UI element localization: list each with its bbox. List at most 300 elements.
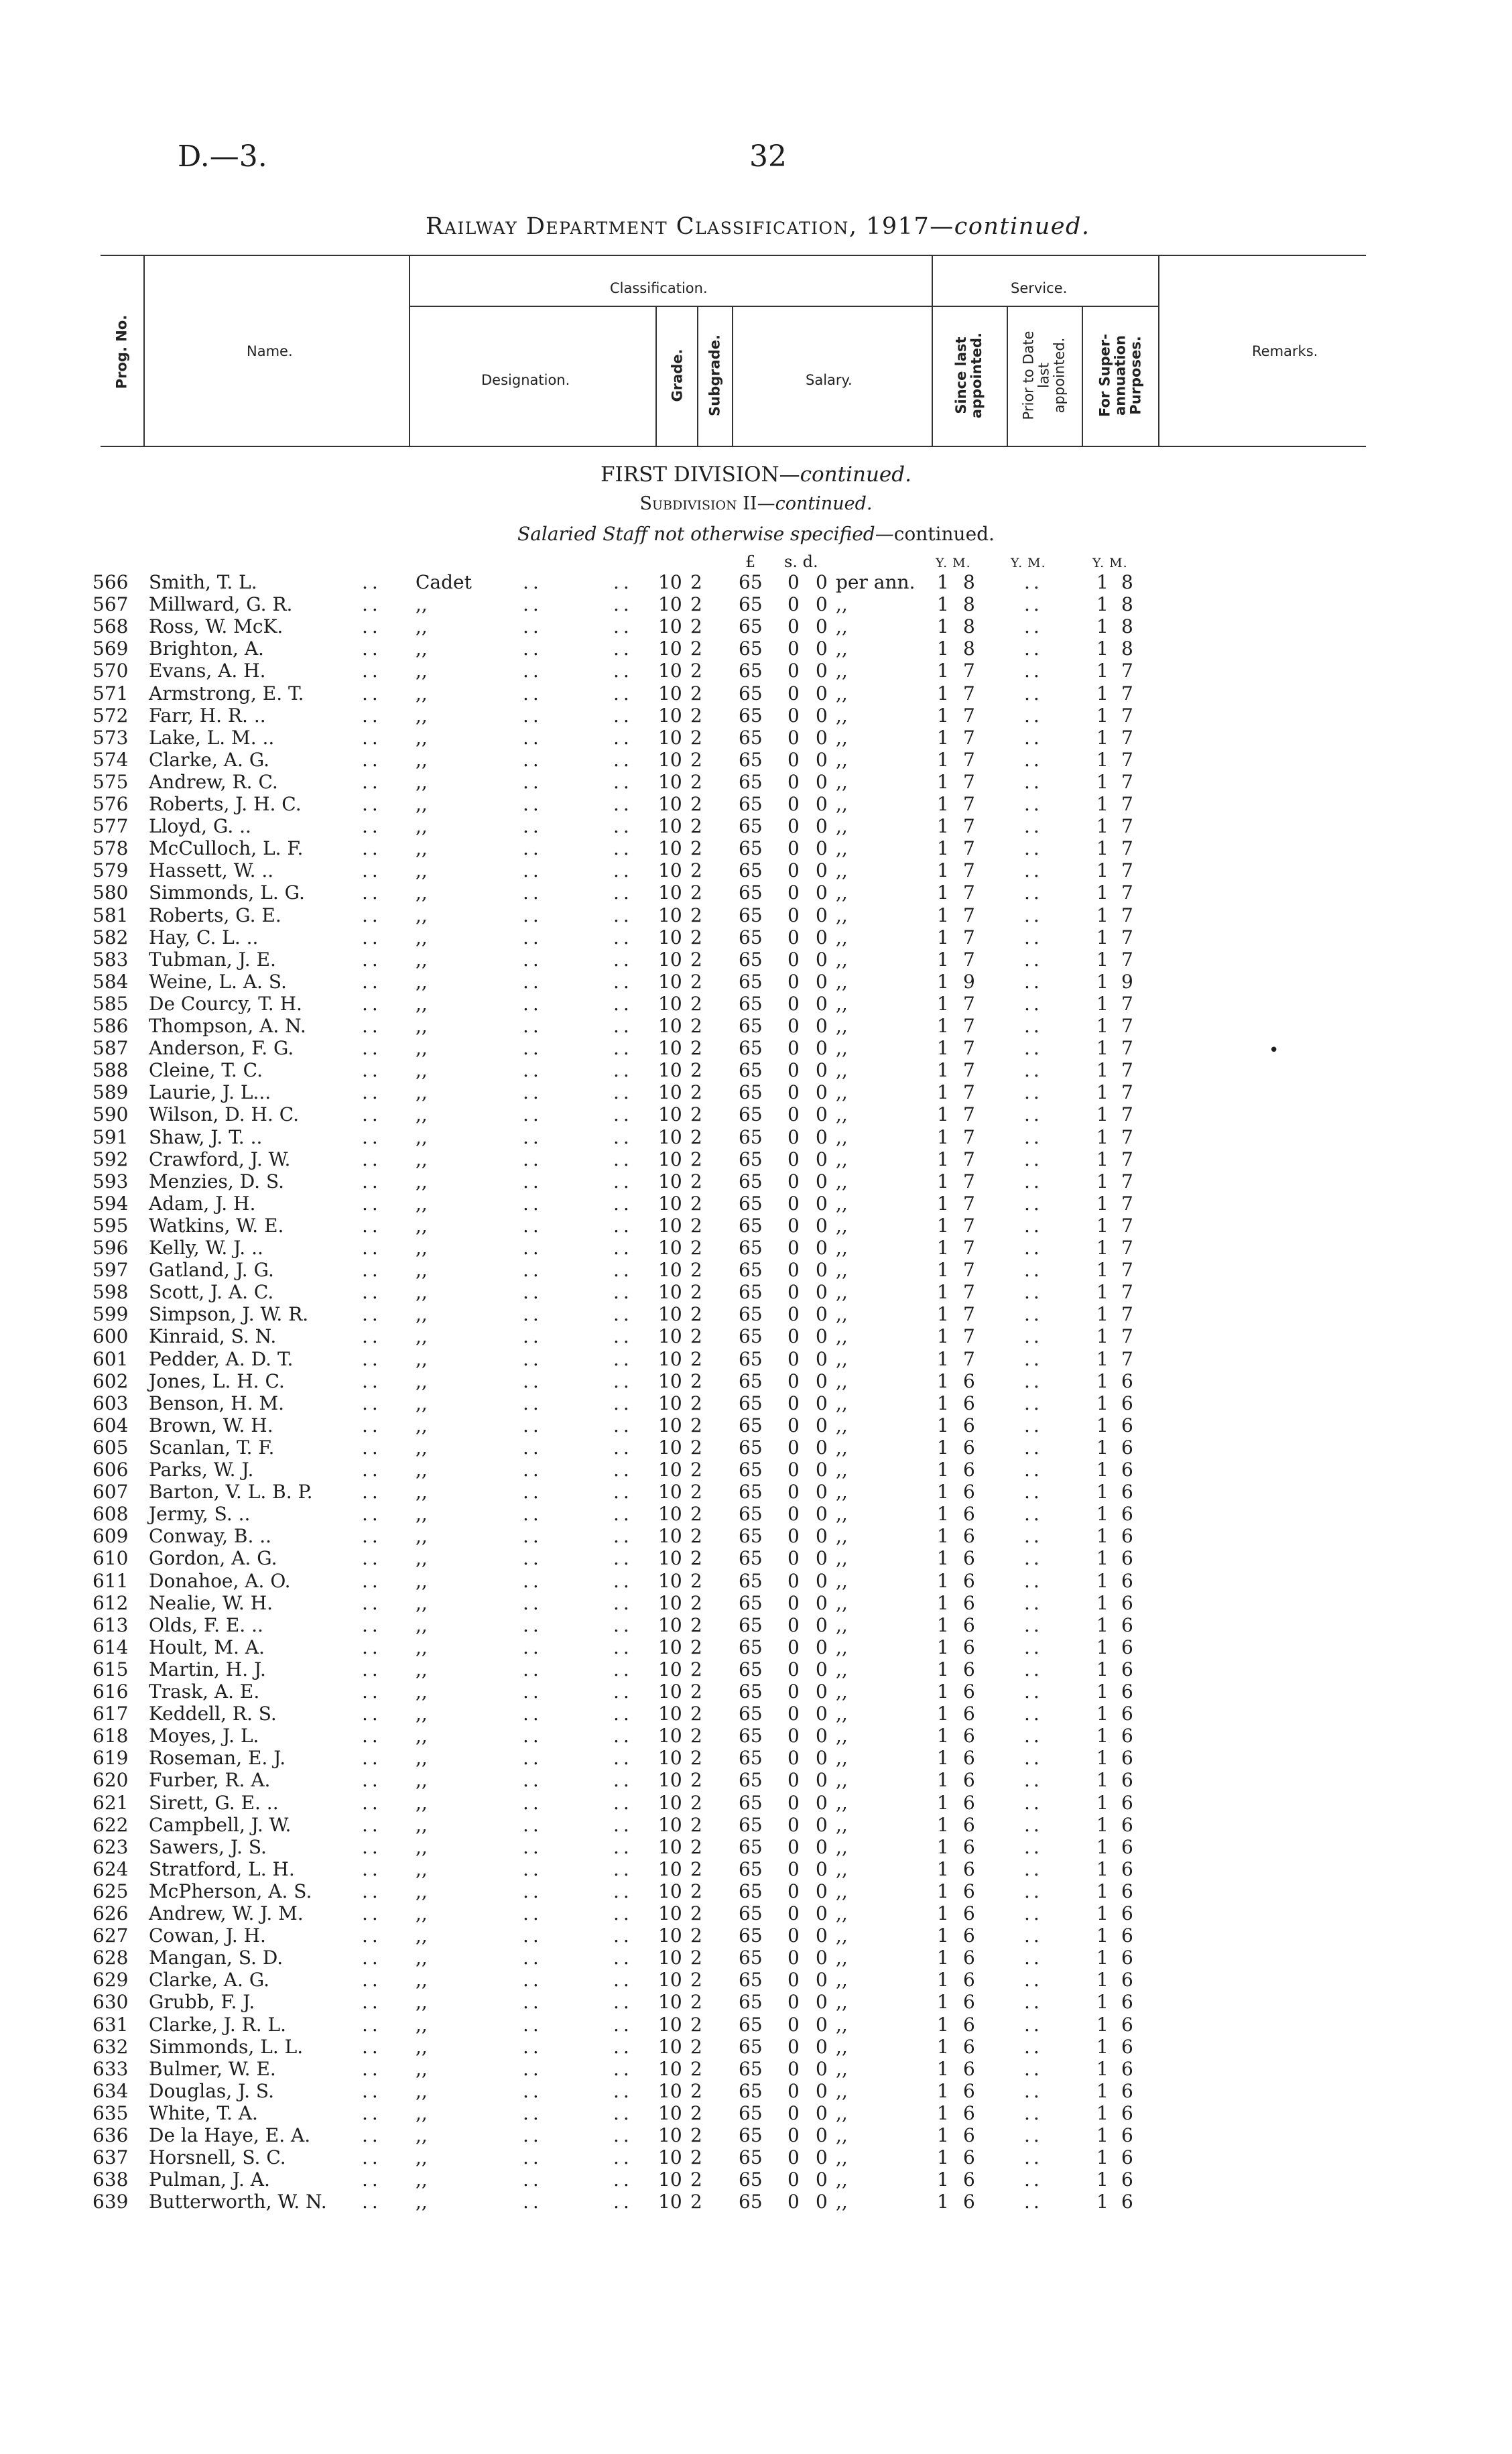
name-leader: .. (362, 2101, 382, 2124)
prog-number: 584 (92, 970, 129, 993)
salary-pence: 0 (816, 1969, 828, 1991)
prog-number: 592 (92, 1148, 129, 1170)
salary-shillings: 0 (788, 704, 800, 727)
subgrade: 2 (690, 2057, 702, 2080)
salary-pence: 0 (816, 2101, 828, 2124)
table-row (0, 682, 1512, 704)
prior-service-leader: .. (1024, 2191, 1043, 2213)
header-classification: Classification. (610, 280, 708, 296)
super-years: 1 (1096, 1347, 1109, 1370)
since-months: 6 (963, 1880, 975, 1902)
designation: ,, (416, 1170, 428, 1192)
salary-pounds: 65 (739, 1369, 763, 1392)
salary-period: ,, (836, 1769, 848, 1792)
salary-pence: 0 (816, 1392, 828, 1414)
grade-leader: .. (613, 1347, 633, 1370)
prior-service-leader: .. (1024, 992, 1043, 1015)
since-months: 6 (963, 1414, 975, 1436)
grade: 10 (658, 2124, 682, 2146)
since-years: 1 (937, 815, 949, 838)
since-months: 7 (963, 1015, 975, 1037)
super-years: 1 (1096, 660, 1109, 682)
salary-period: ,, (836, 1680, 848, 1703)
designation-leader: .. (523, 2079, 543, 2102)
super-years: 1 (1096, 2168, 1109, 2191)
name-leader: .. (362, 1081, 382, 1104)
super-years: 1 (1096, 2101, 1109, 2124)
subgrade: 2 (690, 1481, 702, 1504)
since-years: 1 (937, 1857, 949, 1880)
grade: 10 (658, 1547, 682, 1570)
since-months: 7 (963, 682, 975, 704)
super-months: 6 (1121, 2124, 1133, 2146)
since-months: 6 (963, 2168, 975, 2191)
header-subgrade: Subgrade. (706, 334, 723, 416)
salary-pounds: 65 (739, 1880, 763, 1902)
since-years: 1 (937, 793, 949, 815)
salary-period: ,, (836, 815, 848, 838)
super-months: 6 (1121, 1525, 1133, 1548)
grade: 10 (658, 793, 682, 815)
super-months: 6 (1121, 1880, 1133, 1902)
staff-name: Lloyd, G. .. (149, 815, 251, 838)
super-years: 1 (1096, 926, 1109, 948)
salary-pence: 0 (816, 1924, 828, 1947)
salary-period: ,, (836, 1059, 848, 1082)
table-row (0, 1680, 1512, 1703)
subgrade: 2 (690, 1103, 702, 1126)
since-months: 7 (963, 1325, 975, 1348)
name-leader: .. (362, 1281, 382, 1304)
salary-pence: 0 (816, 1303, 828, 1326)
grade: 10 (658, 1037, 682, 1060)
salary-period: ,, (836, 1481, 848, 1504)
super-years: 1 (1096, 1725, 1109, 1747)
salary-pounds: 65 (739, 1125, 763, 1148)
salary-shillings: 0 (788, 904, 800, 926)
subgrade: 2 (690, 637, 702, 660)
name-leader: .. (362, 1857, 382, 1880)
name-leader: .. (362, 1591, 382, 1614)
prior-service-leader: .. (1024, 1725, 1043, 1747)
since-months: 6 (963, 1725, 975, 1747)
since-months: 7 (963, 1148, 975, 1170)
grade: 10 (658, 1325, 682, 1348)
prog-number: 629 (92, 1969, 129, 1991)
subgrade: 2 (690, 1547, 702, 1570)
staff-continued: —continued. (875, 523, 995, 545)
prog-number: 618 (92, 1725, 129, 1747)
designation-leader: .. (523, 571, 543, 593)
salary-shillings: 0 (788, 2057, 800, 2080)
prior-service-leader: .. (1024, 637, 1043, 660)
unit-shillings-pence: s. d. (784, 552, 818, 571)
subgrade: 2 (690, 904, 702, 926)
salary-shillings: 0 (788, 1103, 800, 1126)
table-row (0, 1636, 1512, 1658)
prog-number: 628 (92, 1947, 129, 1969)
grade-leader: .. (613, 1525, 633, 1548)
grade: 10 (658, 837, 682, 860)
since-years: 1 (937, 1414, 949, 1436)
since-months: 6 (963, 2124, 975, 2146)
designation-leader: .. (523, 904, 543, 926)
table-row (0, 1148, 1512, 1170)
designation-leader: .. (523, 1037, 543, 1060)
table-row (0, 1836, 1512, 1858)
prior-service-leader: .. (1024, 1503, 1043, 1526)
prior-service-leader: .. (1024, 1525, 1043, 1548)
since-years: 1 (937, 1791, 949, 1814)
subgrade: 2 (690, 1991, 702, 2014)
super-years: 1 (1096, 726, 1109, 749)
salary-period: ,, (836, 970, 848, 993)
salary-period: ,, (836, 1991, 848, 2014)
designation-leader: .. (523, 748, 543, 771)
staff-name: Moyes, J. L. (149, 1725, 259, 1747)
salary-shillings: 0 (788, 859, 800, 882)
staff-name: Trask, A. E. (149, 1680, 260, 1703)
salary-period: ,, (836, 1813, 848, 1836)
salary-shillings: 0 (788, 1259, 800, 1282)
subgrade: 2 (690, 748, 702, 771)
salary-pence: 0 (816, 1237, 828, 1259)
super-months: 6 (1121, 1481, 1133, 1504)
salary-pence: 0 (816, 948, 828, 971)
name-leader: .. (362, 859, 382, 882)
salary-shillings: 0 (788, 1369, 800, 1392)
salary-period: ,, (836, 1414, 848, 1436)
salary-pence: 0 (816, 571, 828, 593)
super-months: 6 (1121, 1414, 1133, 1436)
grade: 10 (658, 1636, 682, 1658)
salary-period: ,, (836, 1459, 848, 1481)
name-leader: .. (362, 1503, 382, 1526)
col-rule-classification (932, 255, 933, 446)
prog-number: 586 (92, 1015, 129, 1037)
prior-service-leader: .. (1024, 1880, 1043, 1902)
salary-shillings: 0 (788, 881, 800, 904)
staff-name: Lake, L. M. .. (149, 726, 275, 749)
designation-leader: .. (523, 1347, 543, 1370)
staff-name: McPherson, A. S. (149, 1880, 312, 1902)
remarks-bullet-mark: • (1269, 1040, 1279, 1060)
salary-period: ,, (836, 1947, 848, 1969)
grade-leader: .. (613, 1947, 633, 1969)
designation-leader: .. (523, 660, 543, 682)
salary-pence: 0 (816, 1591, 828, 1614)
grade-leader: .. (613, 770, 633, 793)
subgrade: 2 (690, 1835, 702, 1858)
grade: 10 (658, 704, 682, 727)
grade: 10 (658, 1059, 682, 1082)
since-years: 1 (937, 970, 949, 993)
since-months: 7 (963, 726, 975, 749)
prior-service-leader: .. (1024, 1103, 1043, 1126)
since-months: 6 (963, 1591, 975, 1614)
since-years: 1 (937, 904, 949, 926)
grade: 10 (658, 859, 682, 882)
designation-leader: .. (523, 1880, 543, 1902)
subgrade: 2 (690, 1813, 702, 1836)
name-leader: .. (362, 637, 382, 660)
prior-service-leader: .. (1024, 815, 1043, 838)
super-months: 6 (1121, 1791, 1133, 1814)
grade: 10 (658, 1170, 682, 1192)
subgrade: 2 (690, 2146, 702, 2169)
designation: ,, (416, 793, 428, 815)
super-years: 1 (1096, 1636, 1109, 1658)
since-months: 7 (963, 926, 975, 948)
super-months: 7 (1121, 1237, 1133, 1259)
designation: ,, (416, 1125, 428, 1148)
grade-leader: .. (613, 1170, 633, 1192)
prior-service-leader: .. (1024, 1237, 1043, 1259)
table-row (0, 2124, 1512, 2146)
grade-leader: .. (613, 992, 633, 1015)
salary-pence: 0 (816, 1414, 828, 1436)
since-years: 1 (937, 1880, 949, 1902)
salary-pounds: 65 (739, 593, 763, 616)
designation-leader: .. (523, 1237, 543, 1259)
designation: ,, (416, 2057, 428, 2080)
name-leader: .. (362, 1924, 382, 1947)
name-leader: .. (362, 1902, 382, 1924)
designation-leader: .. (523, 859, 543, 882)
grade-leader: .. (613, 682, 633, 704)
designation: ,, (416, 1902, 428, 1924)
designation-leader: .. (523, 1459, 543, 1481)
grade: 10 (658, 1015, 682, 1037)
since-years: 1 (937, 1170, 949, 1192)
grade: 10 (658, 1791, 682, 1814)
designation: ,, (416, 1303, 428, 1326)
designation-leader: .. (523, 1703, 543, 1725)
prior-service-leader: .. (1024, 1658, 1043, 1680)
classification-rule (409, 306, 932, 307)
salary-period: ,, (836, 793, 848, 815)
salary-pounds: 65 (739, 1591, 763, 1614)
salary-pounds: 65 (739, 1015, 763, 1037)
salary-pounds: 65 (739, 660, 763, 682)
prior-service-leader: .. (1024, 2013, 1043, 2036)
super-months: 7 (1121, 1081, 1133, 1104)
grade-leader: .. (613, 748, 633, 771)
salary-shillings: 0 (788, 1192, 800, 1215)
grade-leader: .. (613, 1259, 633, 1282)
designation-leader: .. (523, 1991, 543, 2014)
subgrade: 2 (690, 2124, 702, 2146)
subgrade: 2 (690, 1059, 702, 1082)
super-years: 1 (1096, 1325, 1109, 1348)
super-years: 1 (1096, 593, 1109, 616)
staff-name: Barton, V. L. B. P. (149, 1481, 313, 1504)
salary-pence: 0 (816, 1835, 828, 1858)
super-months: 6 (1121, 1369, 1133, 1392)
salary-pence: 0 (816, 1015, 828, 1037)
super-months: 6 (1121, 1392, 1133, 1414)
name-leader: .. (362, 1791, 382, 1814)
staff-name: White, T. A. (149, 2101, 258, 2124)
super-years: 1 (1096, 2013, 1109, 2036)
since-months: 6 (963, 1481, 975, 1504)
designation: Cadet (416, 571, 472, 593)
salary-period: ,, (836, 904, 848, 926)
designation-leader: .. (523, 1481, 543, 1504)
name-leader: .. (362, 1835, 382, 1858)
grade: 10 (658, 615, 682, 638)
page-title (426, 213, 1090, 240)
subgrade: 2 (690, 1591, 702, 1614)
salary-shillings: 0 (788, 1414, 800, 1436)
super-years: 1 (1096, 704, 1109, 727)
salary-shillings: 0 (788, 1436, 800, 1459)
header-prog-no: Prog. No. (113, 314, 130, 389)
name-leader: .. (362, 1059, 382, 1082)
salary-pounds: 65 (739, 1414, 763, 1436)
unit-ym-since: Y. M. (936, 556, 971, 570)
grade-leader: .. (613, 637, 633, 660)
super-years: 1 (1096, 1703, 1109, 1725)
salary-shillings: 0 (788, 1591, 800, 1614)
name-leader: .. (362, 1214, 382, 1237)
subgrade: 2 (690, 1347, 702, 1370)
salary-pounds: 65 (739, 837, 763, 860)
salary-pounds: 65 (739, 1813, 763, 1836)
unit-pounds: £ (745, 552, 756, 571)
staff-name: Hoult, M. A. (149, 1636, 265, 1658)
super-years: 1 (1096, 859, 1109, 882)
salary-pence: 0 (816, 2146, 828, 2169)
grade-leader: .. (613, 2101, 633, 2124)
salary-pence: 0 (816, 682, 828, 704)
prior-service-leader: .. (1024, 1259, 1043, 1282)
since-years: 1 (937, 637, 949, 660)
grade-leader: .. (613, 859, 633, 882)
name-leader: .. (362, 1259, 382, 1282)
super-years: 1 (1096, 1281, 1109, 1304)
subgrade: 2 (690, 615, 702, 638)
super-months: 6 (1121, 1503, 1133, 1526)
salary-pence: 0 (816, 1613, 828, 1636)
since-years: 1 (937, 615, 949, 638)
super-months: 7 (1121, 1214, 1133, 1237)
salary-period: ,, (836, 615, 848, 638)
designation-leader: .. (523, 1170, 543, 1192)
subgrade: 2 (690, 1214, 702, 1237)
name-leader: .. (362, 1991, 382, 2014)
table-row (0, 1525, 1512, 1547)
name-leader: .. (362, 1392, 382, 1414)
salary-period: ,, (836, 1237, 848, 1259)
document-reference: D.—3. (178, 139, 267, 174)
designation-leader: .. (523, 637, 543, 660)
since-years: 1 (937, 1303, 949, 1326)
subgrade: 2 (690, 926, 702, 948)
subgrade: 2 (690, 1325, 702, 1348)
designation-leader: .. (523, 593, 543, 616)
subgrade: 2 (690, 1947, 702, 1969)
salary-pence: 0 (816, 660, 828, 682)
subgrade: 2 (690, 2168, 702, 2191)
salary-pence: 0 (816, 1525, 828, 1548)
prior-service-leader: .. (1024, 571, 1043, 593)
designation-leader: .. (523, 1947, 543, 1969)
prog-number: 623 (92, 1835, 129, 1858)
staff-name: Conway, B. .. (149, 1525, 272, 1548)
staff-name: Wilson, D. H. C. (149, 1103, 300, 1126)
table-row (0, 1814, 1512, 1836)
grade: 10 (658, 926, 682, 948)
salary-pounds: 65 (739, 682, 763, 704)
salary-pounds: 65 (739, 1613, 763, 1636)
salary-period: ,, (836, 1880, 848, 1902)
since-months: 6 (963, 1703, 975, 1725)
designation-leader: .. (523, 2101, 543, 2124)
subgrade: 2 (690, 1081, 702, 1104)
staff-name: Farr, H. R. .. (149, 704, 266, 727)
prog-number: 636 (92, 2124, 129, 2146)
prior-service-leader: .. (1024, 1924, 1043, 1947)
prog-number: 588 (92, 1059, 129, 1082)
salary-shillings: 0 (788, 2035, 800, 2058)
table-row (0, 1503, 1512, 1525)
super-months: 6 (1121, 2035, 1133, 2058)
grade: 10 (658, 2013, 682, 2036)
staff-name: Grubb, F. J. (149, 1991, 255, 2014)
grade: 10 (658, 748, 682, 771)
designation: ,, (416, 1636, 428, 1658)
grade-leader: .. (613, 1392, 633, 1414)
table-row (0, 571, 1512, 593)
super-years: 1 (1096, 615, 1109, 638)
staff-name: Jermy, S. .. (149, 1503, 251, 1526)
staff-text: Salaried Staff not otherwise specified (517, 523, 875, 545)
salary-shillings: 0 (788, 1392, 800, 1414)
prog-number: 639 (92, 2191, 129, 2213)
grade-leader: .. (613, 1303, 633, 1326)
since-months: 6 (963, 2057, 975, 2080)
staff-name: Stratford, L. H. (149, 1857, 295, 1880)
salary-pence: 0 (816, 748, 828, 771)
header-prior-to-date (1021, 328, 1068, 422)
name-leader: .. (362, 1747, 382, 1770)
salary-pounds: 65 (739, 859, 763, 882)
salary-pounds: 65 (739, 704, 763, 727)
prog-number: 635 (92, 2101, 129, 2124)
col-rule-prior (1082, 306, 1083, 446)
super-years: 1 (1096, 748, 1109, 771)
salary-shillings: 0 (788, 1547, 800, 1570)
super-months: 6 (1121, 1725, 1133, 1747)
salary-period: ,, (836, 1170, 848, 1192)
salary-period: ,, (836, 748, 848, 771)
grade: 10 (658, 1947, 682, 1969)
prog-number: 587 (92, 1037, 129, 1060)
since-years: 1 (937, 1569, 949, 1592)
table-row (0, 1059, 1512, 1081)
grade: 10 (658, 904, 682, 926)
grade: 10 (658, 992, 682, 1015)
salary-shillings: 0 (788, 2101, 800, 2124)
salary-shillings: 0 (788, 970, 800, 993)
grade-leader: .. (613, 926, 633, 948)
super-years: 1 (1096, 793, 1109, 815)
grade-leader: .. (613, 1103, 633, 1126)
subgrade: 2 (690, 726, 702, 749)
prog-number: 598 (92, 1281, 129, 1304)
salary-shillings: 0 (788, 2168, 800, 2191)
